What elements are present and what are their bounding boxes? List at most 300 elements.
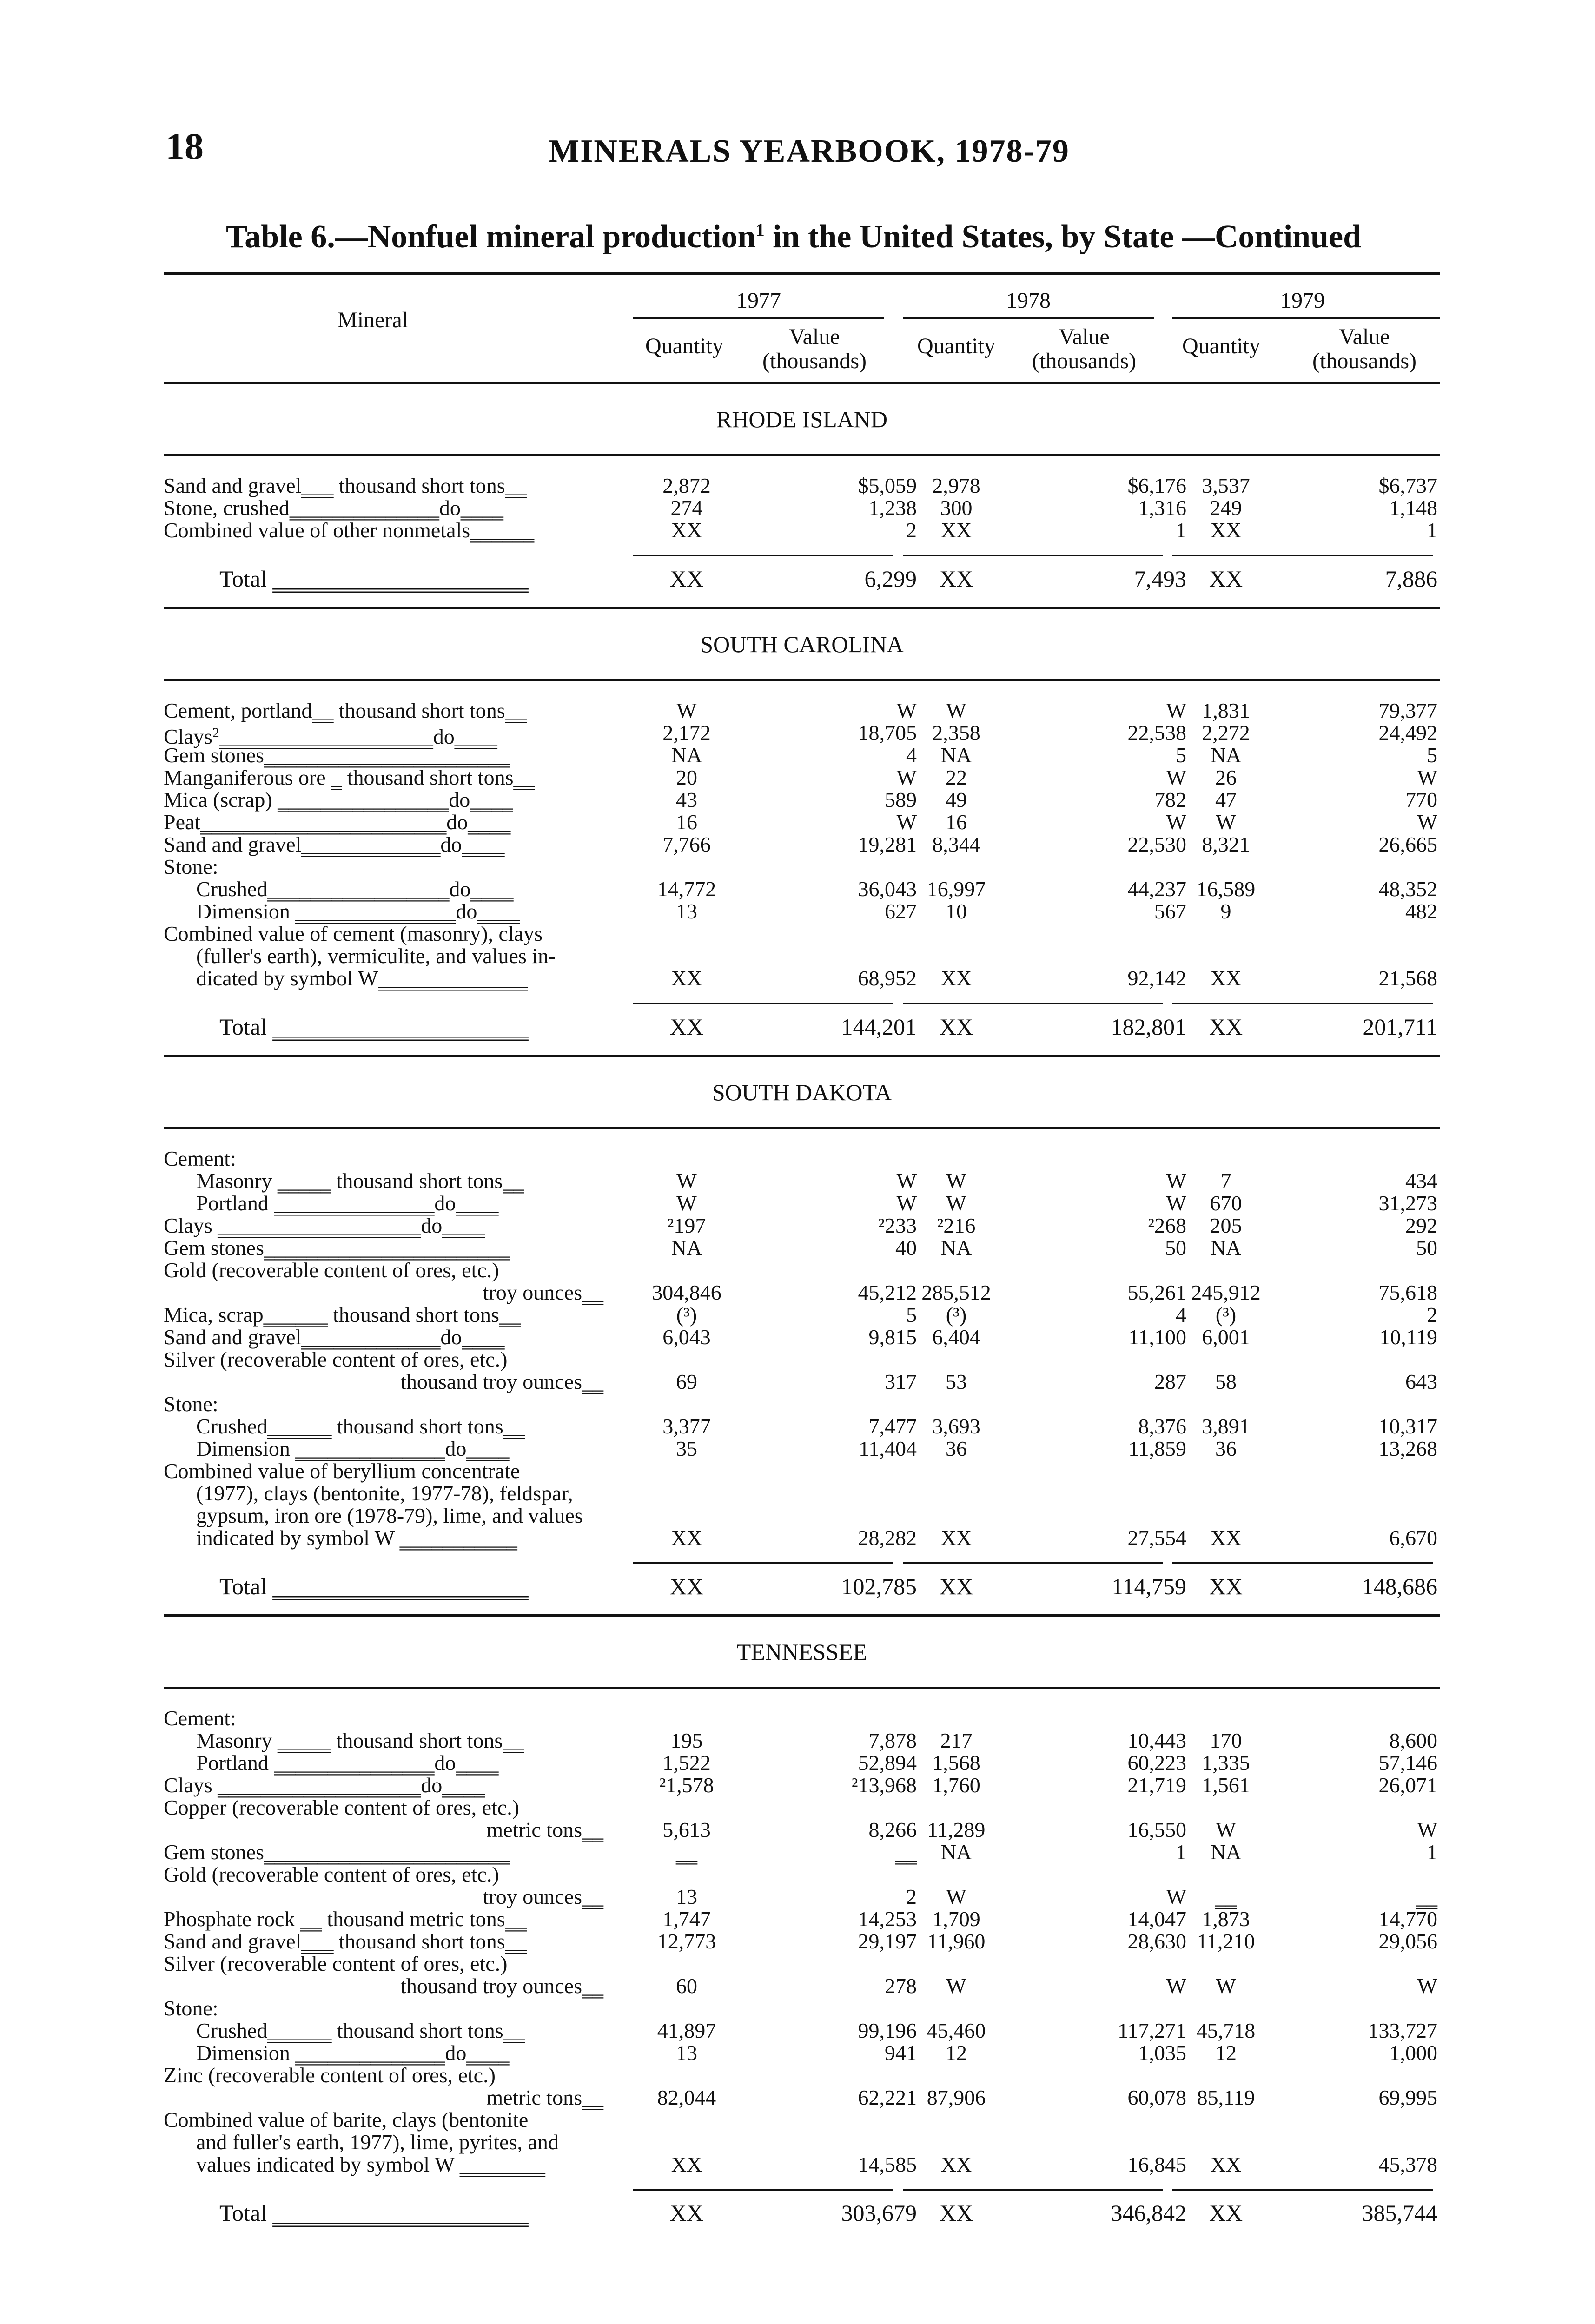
row-label: Manganiferous ore ‗ thousand short tons‗‗ (164, 766, 535, 789)
qty-1978: NA (940, 743, 972, 767)
state-heading: SOUTH CAROLINA (700, 631, 904, 657)
value-1979: 8,600 (1389, 1729, 1437, 1752)
table-row (164, 2042, 1440, 2064)
qty-1979: 9 (1220, 899, 1231, 923)
value-1977: ²233 (878, 1214, 917, 1237)
qty-1978: NA (940, 1236, 972, 1260)
table-row (164, 789, 1440, 811)
qty-1978: 11,960 (927, 1929, 986, 1953)
row-label: (fuller's earth), vermiculite, and values in- (196, 944, 556, 968)
qty-1979: 26 (1215, 766, 1237, 789)
value-1978: $6,176 (1127, 474, 1186, 497)
total-value-1977: 144,201 (841, 1014, 917, 1040)
table-row (164, 1148, 1440, 1170)
total-label: Total ‗‗‗‗‗‗‗‗‗‗‗‗‗‗‗‗‗‗‗‗‗‗ (219, 2200, 529, 2226)
table-row (164, 1774, 1440, 1796)
qty-1979: 8,321 (1202, 832, 1250, 856)
value-1978: W (1166, 1191, 1186, 1215)
value-1979: 434 (1405, 1169, 1437, 1193)
row-label: values indicated by symbol W ‗‗‗‗‗‗‗‗ (196, 2152, 545, 2176)
row-label: indicated by symbol W ‗‗‗‗‗‗‗‗‗‗‗ (196, 1526, 517, 1550)
state-heading: SOUTH DAKOTA (712, 1079, 892, 1105)
value-1977: 7,878 (868, 1729, 917, 1752)
value-1979: W (1417, 810, 1437, 834)
footnote-ref: 2 (212, 725, 219, 740)
qty-1979: XX (1210, 518, 1242, 542)
value-1977: 52,894 (858, 1751, 917, 1775)
value-1977: 14,253 (858, 1907, 917, 1931)
total-value-1978: 346,842 (1111, 2200, 1186, 2226)
value-1978: W (1166, 699, 1186, 722)
qty-1978: 8,344 (932, 832, 980, 856)
qty-1978: 36 (946, 1437, 967, 1460)
value-label: Value (1059, 324, 1110, 349)
value-1977: 1,238 (868, 496, 917, 520)
value-1978: 1,316 (1138, 496, 1186, 520)
qty-1977: XX (671, 966, 702, 990)
qty-1977: ²197 (667, 1214, 706, 1237)
total-label: Total ‗‗‗‗‗‗‗‗‗‗‗‗‗‗‗‗‗‗‗‗‗‗ (219, 1014, 529, 1040)
value-1979: W (1417, 1974, 1437, 1998)
total-qty-1979: XX (1209, 1573, 1243, 1599)
total-row (164, 1558, 1440, 1614)
qty-1977: 1,747 (662, 1907, 711, 1931)
row-label: Gold (recoverable content of ores, etc.) (164, 1258, 499, 1282)
value-1979: 79,377 (1378, 699, 1437, 722)
table-row (164, 878, 1440, 900)
value-1979: 5 (1427, 743, 1437, 767)
table-row (164, 1170, 1440, 1192)
qty-1977: 60 (676, 1974, 697, 1998)
year-1978-rule (903, 317, 1154, 319)
value-1979: 69,995 (1378, 2086, 1437, 2109)
value-1979: 10,119 (1379, 1325, 1437, 1349)
table-row (164, 1707, 1440, 1730)
table-row (164, 923, 1440, 945)
qty-1979: (³) (1215, 1303, 1237, 1327)
value-1977: 941 (885, 2041, 917, 2065)
title-footnote-ref: 1 (755, 220, 765, 240)
row-label: Gold (recoverable content of ores, etc.) (164, 1862, 499, 1886)
row-label: Copper (recoverable content of ores, etc.) (164, 1796, 520, 1819)
qty-1978: 2,358 (932, 721, 980, 745)
total-label: Total ‗‗‗‗‗‗‗‗‗‗‗‗‗‗‗‗‗‗‗‗‗‗ (219, 566, 529, 592)
value-1979: 643 (1405, 1370, 1437, 1393)
qty-1977: 13 (676, 899, 697, 923)
value-1978: 60,078 (1127, 2086, 1186, 2109)
qty-1979: 58 (1215, 1370, 1237, 1393)
qty-1977: 1,522 (662, 1751, 711, 1775)
total-value-1977: 102,785 (841, 1573, 917, 1599)
table-row (164, 1415, 1440, 1438)
year-1977-header: 1977 (736, 288, 781, 313)
table-row (164, 2153, 1440, 2176)
table-row (164, 833, 1440, 856)
state-heading: TENNESSEE (736, 1639, 867, 1665)
qty-1978: XX (940, 1526, 972, 1550)
row-label: Cement: (164, 1147, 236, 1170)
total-label: Total ‗‗‗‗‗‗‗‗‗‗‗‗‗‗‗‗‗‗‗‗‗‗ (219, 1573, 529, 1599)
year-1979-header: 1979 (1280, 288, 1325, 313)
qty-1977: XX (671, 1526, 702, 1550)
row-label: metric tons‗‗ (486, 2086, 603, 2109)
value-1979: 1,000 (1389, 2041, 1437, 2065)
qty-1979: 2,272 (1202, 721, 1250, 745)
table-row (164, 1730, 1440, 1752)
value-1977: 28,282 (858, 1526, 917, 1550)
row-label: Stone: (164, 1392, 218, 1416)
total-rule (633, 1003, 893, 1004)
value-1979: 48,352 (1378, 877, 1437, 901)
section-south-dakota (164, 1057, 1440, 1617)
qty-1978: W (946, 1974, 966, 1998)
qty-1979: 3,537 (1202, 474, 1250, 497)
qty-1979: 11,210 (1197, 1929, 1255, 1953)
table-row (164, 1281, 1440, 1304)
qty-1978: 49 (946, 788, 967, 812)
value-1977: W (896, 766, 917, 789)
qty-1979: 1,561 (1202, 1773, 1250, 1797)
qty-1979: XX (1210, 2152, 1242, 2176)
total-value-1977: 6,299 (864, 566, 917, 592)
qty-1979: 85,119 (1197, 2086, 1255, 2109)
value-1978: 5 (1176, 743, 1186, 767)
qty-1977: 304,846 (652, 1281, 721, 1304)
qty-1978: W (946, 1885, 966, 1908)
qty-1978: 10 (946, 899, 967, 923)
value-1979: 1 (1427, 518, 1437, 542)
row-label: Cement: (164, 1706, 236, 1730)
row-label: Portland ‗‗‗‗‗‗‗‗‗‗‗‗‗‗‗do‗‗‗‗ (196, 1751, 499, 1775)
table-row (164, 811, 1440, 833)
row-label: gypsum, iron ore (1978-79), lime, and values (196, 1504, 583, 1527)
value-1978: 16,550 (1127, 1818, 1186, 1842)
row-label: Stone, crushed‗‗‗‗‗‗‗‗‗‗‗‗‗‗do‗‗‗‗ (164, 496, 503, 520)
qty-1977: 82,044 (657, 2086, 716, 2109)
total-rule (633, 555, 893, 556)
qty-1978: NA (940, 1840, 972, 1864)
qty-1978: 1,709 (932, 1907, 980, 1931)
production-table (164, 272, 1440, 2241)
value-1978: 11,100 (1128, 1325, 1186, 1349)
total-value-1979: 201,711 (1363, 1014, 1437, 1040)
qty-1977: XX (671, 518, 702, 542)
value-1979: 21,568 (1378, 966, 1437, 990)
qty-1979: XX (1210, 1526, 1242, 1550)
table-row (164, 519, 1440, 541)
table-row (164, 1953, 1440, 1975)
qty-1977: XX (671, 2152, 702, 2176)
value-1977: 62,221 (858, 2086, 917, 2109)
value-1977: 29,197 (858, 1929, 917, 1953)
quantity-header-1979: Quantity (1182, 334, 1260, 358)
value-1978: 27,554 (1127, 1526, 1186, 1550)
value-1979: 26,665 (1378, 832, 1437, 856)
row-label: Clays$^2$‗‗‗‗‗‗‗‗‗‗‗‗‗‗‗‗‗‗‗‗do‗‗‗‗ (164, 725, 497, 748)
table-title (226, 218, 1361, 256)
value-1978: 50 (1165, 1236, 1186, 1260)
qty-1977: ‗‗ (676, 1840, 697, 1864)
value-1979: 1 (1427, 1840, 1437, 1864)
total-rule (633, 2189, 893, 2191)
qty-1977: 3,377 (662, 1414, 711, 1438)
qty-1979: 670 (1210, 1191, 1242, 1215)
row-label: Portland ‗‗‗‗‗‗‗‗‗‗‗‗‗‗‗do‗‗‗‗ (196, 1191, 499, 1215)
value-1978: 21,719 (1127, 1773, 1186, 1797)
qty-1979: NA (1210, 1236, 1242, 1260)
qty-1979: W (1216, 1818, 1236, 1842)
value-1979: 75,618 (1378, 1281, 1437, 1304)
qty-1979: 12 (1215, 2041, 1237, 2065)
row-label: Zinc (recoverable content of ores, etc.) (164, 2063, 496, 2087)
table-row (164, 1326, 1440, 1348)
value-1978: 55,261 (1127, 1281, 1186, 1304)
total-row (164, 2185, 1440, 2241)
value-1979: W (1417, 1818, 1437, 1842)
row-label: Peat‗‗‗‗‗‗‗‗‗‗‗‗‗‗‗‗‗‗‗‗‗‗‗do‗‗‗‗ (164, 810, 511, 834)
table-row (164, 700, 1440, 722)
value-1977: 4 (906, 743, 917, 767)
total-row (164, 551, 1440, 607)
value-1979: 13,268 (1378, 1437, 1437, 1460)
value-1979: 133,727 (1368, 2019, 1437, 2042)
value-unit: (thousands) (1312, 349, 1416, 373)
qty-1978: 12 (946, 2041, 967, 2065)
table-row (164, 2064, 1440, 2086)
qty-1979: 6,001 (1202, 1325, 1250, 1349)
value-1978: 22,530 (1127, 832, 1186, 856)
qty-1979: W (1216, 810, 1236, 834)
value-unit: (thousands) (762, 349, 867, 373)
qty-1978: 1,568 (932, 1751, 980, 1775)
row-label: Masonry ‗‗‗‗‗ thousand short tons‗‗ (196, 1729, 524, 1752)
total-qty-1977: XX (669, 2200, 704, 2226)
value-1978: 287 (1154, 1370, 1186, 1393)
table-row (164, 1752, 1440, 1774)
qty-1979: 45,718 (1196, 2019, 1256, 2042)
value-1977: 36,043 (858, 877, 917, 901)
total-value-1978: 114,759 (1112, 1573, 1186, 1599)
value-1979: 292 (1405, 1214, 1437, 1237)
qty-1977: W (676, 699, 697, 722)
value-1978: 14,047 (1127, 1907, 1186, 1931)
value-1977: 278 (885, 1974, 917, 1998)
qty-1978: (³) (946, 1303, 967, 1327)
qty-1977: ²1,578 (659, 1773, 714, 1797)
value-1978: W (1166, 766, 1186, 789)
qty-1977: 69 (676, 1370, 697, 1393)
table-row (164, 1930, 1440, 1953)
total-value-1979: 7,886 (1385, 566, 1437, 592)
total-value-1979: 148,686 (1362, 1573, 1437, 1599)
row-label: and fuller's earth, 1977), lime, pyrites, and (196, 2130, 559, 2154)
value-1978: W (1166, 1885, 1186, 1908)
value-1978: 8,376 (1138, 1414, 1186, 1438)
value-1977: 5 (906, 1303, 917, 1327)
value-1979: 6,670 (1389, 1526, 1437, 1550)
value-1978: 567 (1154, 899, 1186, 923)
qty-1978: 16,997 (927, 877, 986, 901)
row-label: Cement, portland‗‗ thousand short tons‗‗ (164, 699, 527, 722)
total-rule (903, 555, 1163, 556)
value-1977: 2 (906, 518, 917, 542)
total-qty-1978: XX (939, 2200, 973, 2226)
value-1979: 770 (1405, 788, 1437, 812)
total-value-1979: 385,744 (1362, 2200, 1437, 2226)
table-row (164, 1460, 1440, 1482)
total-qty-1979: XX (1209, 566, 1243, 592)
qty-1978: W (946, 699, 966, 722)
row-label: Phosphate rock ‗‗ thousand metric tons‗‗ (164, 1907, 527, 1931)
row-label: Crushed‗‗‗‗‗‗ thousand short tons‗‗ (196, 1414, 525, 1438)
row-label: Clays ‗‗‗‗‗‗‗‗‗‗‗‗‗‗‗‗‗‗‗do‗‗‗‗ (164, 1773, 485, 1797)
qty-1979: W (1216, 1974, 1236, 1998)
qty-1978: 285,512 (921, 1281, 991, 1304)
total-qty-1979: XX (1209, 1014, 1243, 1040)
table-row (164, 1886, 1440, 1908)
section-tennessee (164, 1617, 1440, 2241)
qty-1979: 3,891 (1202, 1414, 1250, 1438)
value-1977: $5,059 (858, 474, 917, 497)
qty-1978: XX (940, 966, 972, 990)
row-label: Clays ‗‗‗‗‗‗‗‗‗‗‗‗‗‗‗‗‗‗‗do‗‗‗‗ (164, 1214, 485, 1237)
value-1977: W (896, 810, 917, 834)
table-row (164, 721, 1440, 748)
qty-1977: 16 (676, 810, 697, 834)
qty-1977: NA (671, 743, 702, 767)
qty-1978: 300 (940, 496, 973, 520)
value-1978: 10,443 (1127, 1729, 1186, 1752)
row-label: Gem stones‗‗‗‗‗‗‗‗‗‗‗‗‗‗‗‗‗‗‗‗‗‗‗ (164, 1840, 510, 1864)
value-header-1979 (1289, 325, 1440, 373)
year-1978-header: 1978 (1006, 288, 1051, 313)
value-1978: ²268 (1148, 1214, 1186, 1237)
qty-1978: 217 (940, 1729, 973, 1752)
table-row (164, 1975, 1440, 1997)
value-1977: W (896, 1191, 917, 1215)
value-1977: 627 (885, 899, 917, 923)
value-1977: 589 (885, 788, 917, 812)
qty-1977: 12,773 (657, 1929, 716, 1953)
qty-1978: 1,760 (932, 1773, 980, 1797)
value-1978: 117,271 (1118, 2019, 1186, 2042)
table-row (164, 1438, 1440, 1460)
total-rule (1172, 2189, 1433, 2191)
value-1979: 50 (1416, 1236, 1437, 1260)
qty-1977: 7,766 (662, 832, 711, 856)
qty-1979: XX (1210, 966, 1242, 990)
row-label: Combined value of cement (masonry), clays (164, 922, 543, 945)
qty-1978: ²216 (937, 1214, 976, 1237)
qty-1979: 245,912 (1191, 1281, 1261, 1304)
year-1979-rule (1172, 317, 1440, 319)
row-label: thousand troy ounces‗‗ (400, 1974, 603, 1998)
total-rule (1172, 555, 1433, 556)
table-row (164, 1908, 1440, 1930)
value-1979: 1,148 (1389, 496, 1437, 520)
qty-1979: 7 (1220, 1169, 1231, 1193)
table-row (164, 2020, 1440, 2042)
table-row (164, 900, 1440, 923)
qty-1977: 14,772 (657, 877, 716, 901)
qty-1977: 43 (676, 788, 697, 812)
row-label: Sand and gravel‗‗‗‗‗‗‗‗‗‗‗‗‗do‗‗‗‗ (164, 832, 505, 856)
table-row (164, 1348, 1440, 1371)
table-row (164, 1259, 1440, 1281)
row-label: Combined value of beryllium concentrate (164, 1459, 520, 1483)
qty-1978: 6,404 (932, 1325, 980, 1349)
value-1977: W (896, 699, 917, 722)
qty-1979: 1,831 (1202, 699, 1250, 722)
qty-1977: 20 (676, 766, 697, 789)
total-rule (1172, 1003, 1433, 1004)
table-row (164, 1796, 1440, 1819)
qty-1977: W (676, 1169, 697, 1193)
qty-1977: 6,043 (662, 1325, 711, 1349)
value-1979: 57,146 (1378, 1751, 1437, 1775)
value-1977: 8,266 (868, 1818, 917, 1842)
row-label: Stone: (164, 855, 218, 878)
value-1978: 1 (1176, 1840, 1186, 1864)
row-label: troy ounces‗‗ (483, 1885, 603, 1908)
value-1977: 40 (895, 1236, 917, 1260)
qty-1979: NA (1210, 743, 1242, 767)
value-1977: 68,952 (858, 966, 917, 990)
value-1978: 1 (1176, 518, 1186, 542)
row-label: metric tons‗‗ (486, 1818, 603, 1842)
page-number: 18 (165, 125, 204, 167)
qty-1978: XX (940, 2152, 972, 2176)
quantity-header-1977: Quantity (645, 334, 723, 358)
value-1978: 44,237 (1127, 877, 1186, 901)
qty-1979: 1,335 (1202, 1751, 1250, 1775)
table-row (164, 2086, 1440, 2109)
total-rule (1172, 1562, 1433, 1564)
value-1977: ²13,968 (851, 1773, 917, 1797)
total-qty-1978: XX (939, 1573, 973, 1599)
value-1979: W (1417, 766, 1437, 789)
total-qty-1977: XX (669, 566, 704, 592)
value-1978: W (1166, 810, 1186, 834)
row-label: Crushed‗‗‗‗‗‗ thousand short tons‗‗ (196, 2019, 525, 2042)
qty-1978: 45,460 (927, 2019, 986, 2042)
value-1979: 482 (1405, 899, 1437, 923)
table-row (164, 856, 1440, 878)
table-row (164, 967, 1440, 990)
row-label: Dimension ‗‗‗‗‗‗‗‗‗‗‗‗‗‗do‗‗‗‗ (196, 2041, 510, 2065)
total-value-1977: 303,679 (841, 2200, 917, 2226)
table-row (164, 1997, 1440, 2020)
row-label: (1977), clays (bentonite, 1977-78), feldspar, (196, 1481, 573, 1505)
value-header-1978 (1014, 325, 1154, 373)
value-label: Value (1339, 324, 1390, 349)
value-1979: $6,737 (1378, 474, 1437, 497)
table-row (164, 1192, 1440, 1215)
row-label: Sand and gravel‗‗‗ thousand short tons‗‗ (164, 1929, 527, 1953)
table-row (164, 1482, 1440, 1505)
value-1978: 11,859 (1128, 1437, 1186, 1460)
table-row (164, 744, 1440, 766)
total-value-1978: 7,493 (1134, 566, 1186, 592)
table-row (164, 1527, 1440, 1549)
qty-1978: W (946, 1191, 966, 1215)
value-1978: 22,538 (1127, 721, 1186, 745)
qty-1978: 53 (946, 1370, 967, 1393)
value-1979: 14,770 (1378, 1907, 1437, 1931)
qty-1977: 41,897 (657, 2019, 716, 2042)
table-row (164, 1863, 1440, 1886)
total-rule (903, 1562, 1163, 1564)
